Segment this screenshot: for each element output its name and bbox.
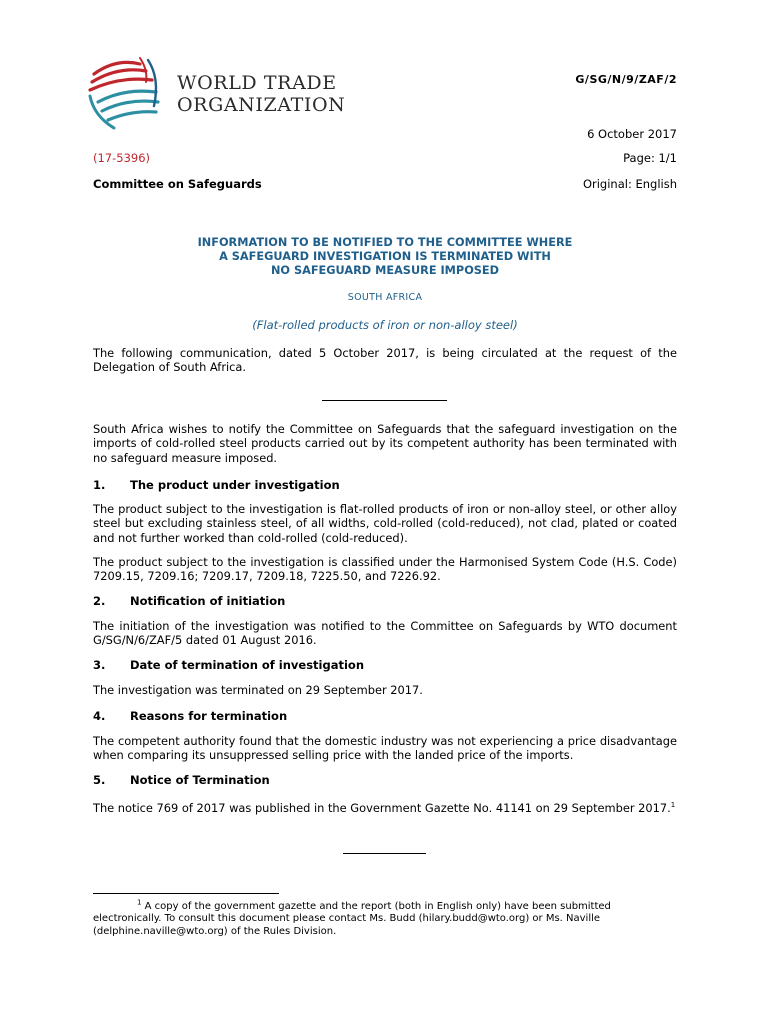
section-heading-1	[93, 478, 340, 492]
section-number: 3.	[93, 658, 106, 672]
section-heading-2	[93, 594, 285, 608]
section-heading-5	[93, 773, 270, 787]
reference-number: (17-5396)	[93, 151, 151, 165]
section-title: Notification of initiation	[130, 594, 286, 608]
footnote-text: A copy of the government gazette and the report (both in English only) have been submitted electronically. To consult this document please contact Ms. Budd (hilary.budd@wto.org) or Ms. Naville (delphine.naville@wto.org) of the Rules Division.	[93, 901, 611, 937]
section-title: Notice of Termination	[130, 773, 270, 787]
wto-logo-icon	[84, 56, 164, 136]
title-line-3: NO SAFEGUARD MEASURE IMPOSED	[270, 264, 500, 277]
end-rule	[343, 853, 426, 854]
subject-line: (Flat-rolled products of iron or non-alloy steel)	[252, 318, 518, 332]
org-line2: ORGANIZATION	[177, 94, 346, 116]
body-intro-paragraph: South Africa wishes to notify the Committee on Safeguards that the safeguard investigation on the imports of cold-rolled steel products carried out by its competent authority has been terminated with no safeguard measure imposed.	[93, 422, 677, 465]
document-date: 6 October 2017	[587, 127, 677, 141]
document-title	[93, 236, 677, 278]
section-2-paragraph: The initiation of the investigation was notified to the Committee on Safeguards by WTO document G/SG/N/6/ZAF/5 dated 01 August 2016.	[93, 619, 677, 648]
section-title: The product under investigation	[130, 478, 340, 492]
section-4-paragraph: The competent authority found that the domestic industry was not experiencing a price disadvantage when comparing its unsuppressed selling price with the landed price of the imports.	[93, 734, 677, 763]
footnote	[93, 898, 677, 938]
footnote-separator	[93, 893, 279, 894]
section-title: Date of termination of investigation	[130, 658, 365, 672]
org-name	[177, 72, 345, 116]
section-heading-4	[93, 709, 287, 723]
section-number: 2.	[93, 594, 106, 608]
page-number: Page: 1/1	[623, 151, 677, 165]
section-heading-3	[93, 658, 364, 672]
section-1-paragraph-1: The product subject to the investigation is flat-rolled products of iron or non-alloy steel, or other alloy steel but excluding stainless steel, of all widths, cold-rolled (cold-reduced), not clad, plated or coated and not further worked than cold-rolled (cold-reduced).	[93, 502, 677, 545]
section-5-paragraph	[93, 801, 677, 815]
original-language: Original: English	[582, 177, 677, 191]
footnote-reference: 1	[670, 801, 676, 810]
title-line-1: INFORMATION TO BE NOTIFIED TO THE COMMITTEE WHERE	[197, 236, 573, 249]
separator-rule	[322, 400, 447, 401]
section-3-paragraph: The investigation was terminated on 29 September 2017.	[93, 683, 423, 697]
document-symbol: G/SG/N/9/ZAF/2	[575, 73, 677, 86]
org-line1: WORLD TRADE	[177, 72, 337, 94]
committee-name: Committee on Safeguards	[93, 177, 262, 191]
country-name: SOUTH AFRICA	[347, 292, 423, 303]
section-number: 5.	[93, 773, 106, 787]
section-5-text: The notice 769 of 2017 was published in the Government Gazette No. 41141 on 29 September 2017.	[93, 801, 671, 815]
intro-paragraph: The following communication, dated 5 October 2017, is being circulated at the request of the Delegation of South Africa.	[93, 346, 677, 375]
title-line-2: A SAFEGUARD INVESTIGATION IS TERMINATED WITH	[219, 250, 551, 263]
section-title: Reasons for termination	[130, 709, 288, 723]
section-number: 4.	[93, 709, 106, 723]
footnote-number: 1	[137, 898, 142, 907]
section-number: 1.	[93, 478, 106, 492]
section-1-paragraph-2: The product subject to the investigation is classified under the Harmonised System Code (H.S. Code) 7209.15, 7209.16; 7209.17, 7209.18, 7225.50, and 7226.92.	[93, 555, 677, 584]
